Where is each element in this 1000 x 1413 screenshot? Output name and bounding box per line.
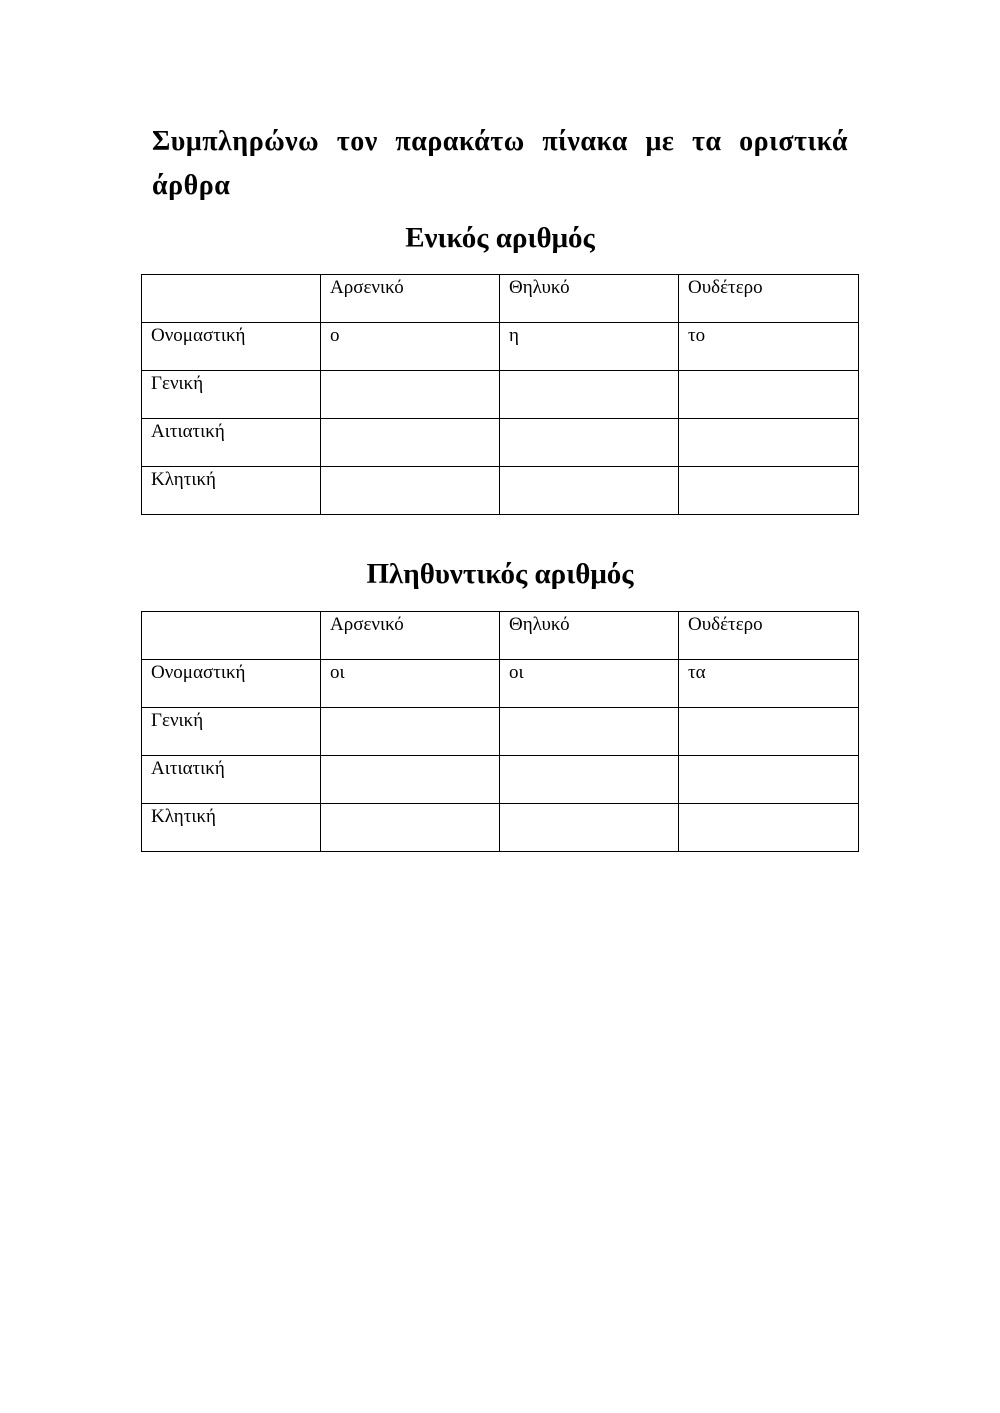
table-row [142, 371, 859, 419]
table-row [142, 467, 859, 515]
answer-cell[interactable] [679, 708, 859, 756]
header-cell-neuter: Ουδέτερο [679, 612, 859, 660]
answer-cell[interactable]: το [679, 323, 859, 371]
answer-cell[interactable] [500, 371, 679, 419]
answer-cell[interactable]: η [500, 323, 679, 371]
header-cell-masculine: Αρσενικό [321, 275, 500, 323]
answer-cell[interactable]: τα [679, 660, 859, 708]
answer-cell[interactable] [500, 708, 679, 756]
case-label: Γενική [142, 371, 321, 419]
answer-cell[interactable] [679, 371, 859, 419]
header-cell-feminine: Θηλυκό [500, 612, 679, 660]
answer-cell[interactable] [500, 467, 679, 515]
instruction-text: Συμπληρώνω τον παρακάτω πίνακα με τα οριστικά άρθρα [152, 126, 848, 201]
table-row [142, 804, 859, 852]
table-row [142, 708, 859, 756]
articles-table-singular [141, 274, 859, 515]
answer-cell[interactable] [321, 804, 500, 852]
table-header-row [142, 275, 859, 323]
header-cell-masculine: Αρσενικό [321, 612, 500, 660]
case-label: Αιτιατική [142, 756, 321, 804]
section-title-plural: Πληθυντικός αριθμός [366, 558, 634, 590]
table-row [142, 660, 859, 708]
table-header-row [142, 612, 859, 660]
table-row [142, 419, 859, 467]
answer-cell[interactable] [679, 467, 859, 515]
header-cell-empty [142, 612, 321, 660]
case-label: Αιτιατική [142, 419, 321, 467]
answer-cell[interactable] [679, 804, 859, 852]
case-label: Κλητική [142, 467, 321, 515]
section-title-singular: Ενικός αριθμός [405, 222, 595, 254]
table-row [142, 756, 859, 804]
answer-cell[interactable] [321, 708, 500, 756]
answer-cell[interactable] [500, 419, 679, 467]
case-label: Ονομαστική [142, 323, 321, 371]
answer-cell[interactable] [679, 419, 859, 467]
answer-cell[interactable] [500, 756, 679, 804]
header-cell-feminine: Θηλυκό [500, 275, 679, 323]
answer-cell[interactable] [321, 371, 500, 419]
header-cell-neuter: Ουδέτερο [679, 275, 859, 323]
header-cell-empty [142, 275, 321, 323]
case-label: Κλητική [142, 804, 321, 852]
case-label: Ονομαστική [142, 660, 321, 708]
articles-table-plural [141, 611, 859, 852]
answer-cell[interactable] [500, 804, 679, 852]
answer-cell[interactable] [321, 419, 500, 467]
answer-cell[interactable] [679, 756, 859, 804]
answer-cell[interactable] [321, 756, 500, 804]
case-label: Γενική [142, 708, 321, 756]
answer-cell[interactable]: ο [321, 323, 500, 371]
table-row [142, 323, 859, 371]
answer-cell[interactable]: οι [500, 660, 679, 708]
answer-cell[interactable]: οι [321, 660, 500, 708]
answer-cell[interactable] [321, 467, 500, 515]
